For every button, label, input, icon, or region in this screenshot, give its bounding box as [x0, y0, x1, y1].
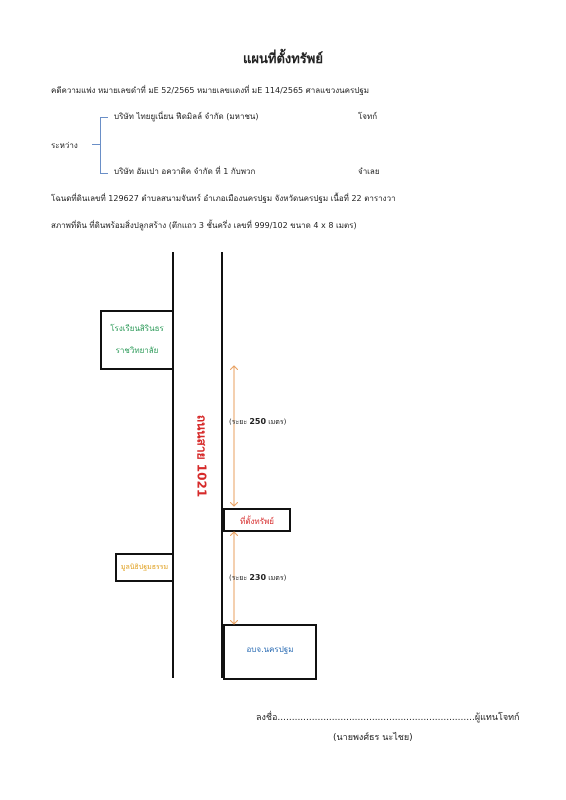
bracket-top — [100, 117, 108, 118]
office-box — [223, 624, 317, 680]
plaintiff-name: บริษัท ไทยยูเนี่ยน ฟีดมิลล์ จำกัด (มหาชน) — [114, 112, 259, 121]
foundation-box — [115, 553, 174, 582]
distance-230-label: (ระยะ 230 เมตร) — [229, 573, 287, 582]
school-box — [100, 310, 174, 370]
school-name-line1: โรงเรียนสิรินธร — [110, 324, 164, 333]
defendant-role: จำเลย — [358, 167, 380, 176]
distance-250-label: (ระยะ 250 เมตร) — [229, 417, 287, 426]
bracket-bottom — [100, 173, 108, 174]
school-name-line2: ราชวิทยาลัย — [115, 346, 159, 355]
bracket-point — [92, 144, 100, 145]
office-name: อบจ.นครปฐม — [246, 645, 294, 654]
plaintiff-role: โจทก์ — [358, 112, 378, 121]
between-label: ระหว่าง — [51, 141, 78, 150]
deed-line: โฉนดที่ดินเลขที่ 129627 ตำบลสนามจันทร์ อำเภอเมืองนครปฐม จังหวัดนครปฐม เนื้อที่ 22 ตารางวา — [51, 194, 396, 203]
distance-arrows — [225, 360, 245, 632]
property-label: ที่ตั้งทรัพย์ — [240, 517, 274, 526]
case-line: คดีความแพ่ง หมายเลขดำที่ มE 52/2565 หมายเลขแดงที่ มE 114/2565 ศาลแขวงนครปฐม — [51, 86, 370, 95]
road-name: ถนนสาย 1021 — [194, 414, 209, 498]
page-title: แผนที่ตั้งทรัพย์ — [243, 52, 323, 67]
condition-line: สภาพที่ดิน ที่ดินพร้อมสิ่งปลูกสร้าง (ตึกแถว 3 ชั้นครึ่ง เลขที่ 999/102 ขนาด 4 x 8 เมตร) — [51, 221, 357, 230]
defendant-name: บริษัท อัมเปา อควาติค จำกัด ที่ 1 กับพวก — [114, 167, 256, 176]
signer-name: (นายพงศ์ธร นะไชย) — [333, 733, 413, 743]
signature-line: ลงชื่อ.....................................................................ผู้แทนโจทก์ — [256, 713, 520, 723]
road-right-edge — [221, 252, 223, 678]
party-bracket — [100, 117, 101, 173]
foundation-name: มูลนิธิปฐมธรรม — [120, 563, 169, 571]
